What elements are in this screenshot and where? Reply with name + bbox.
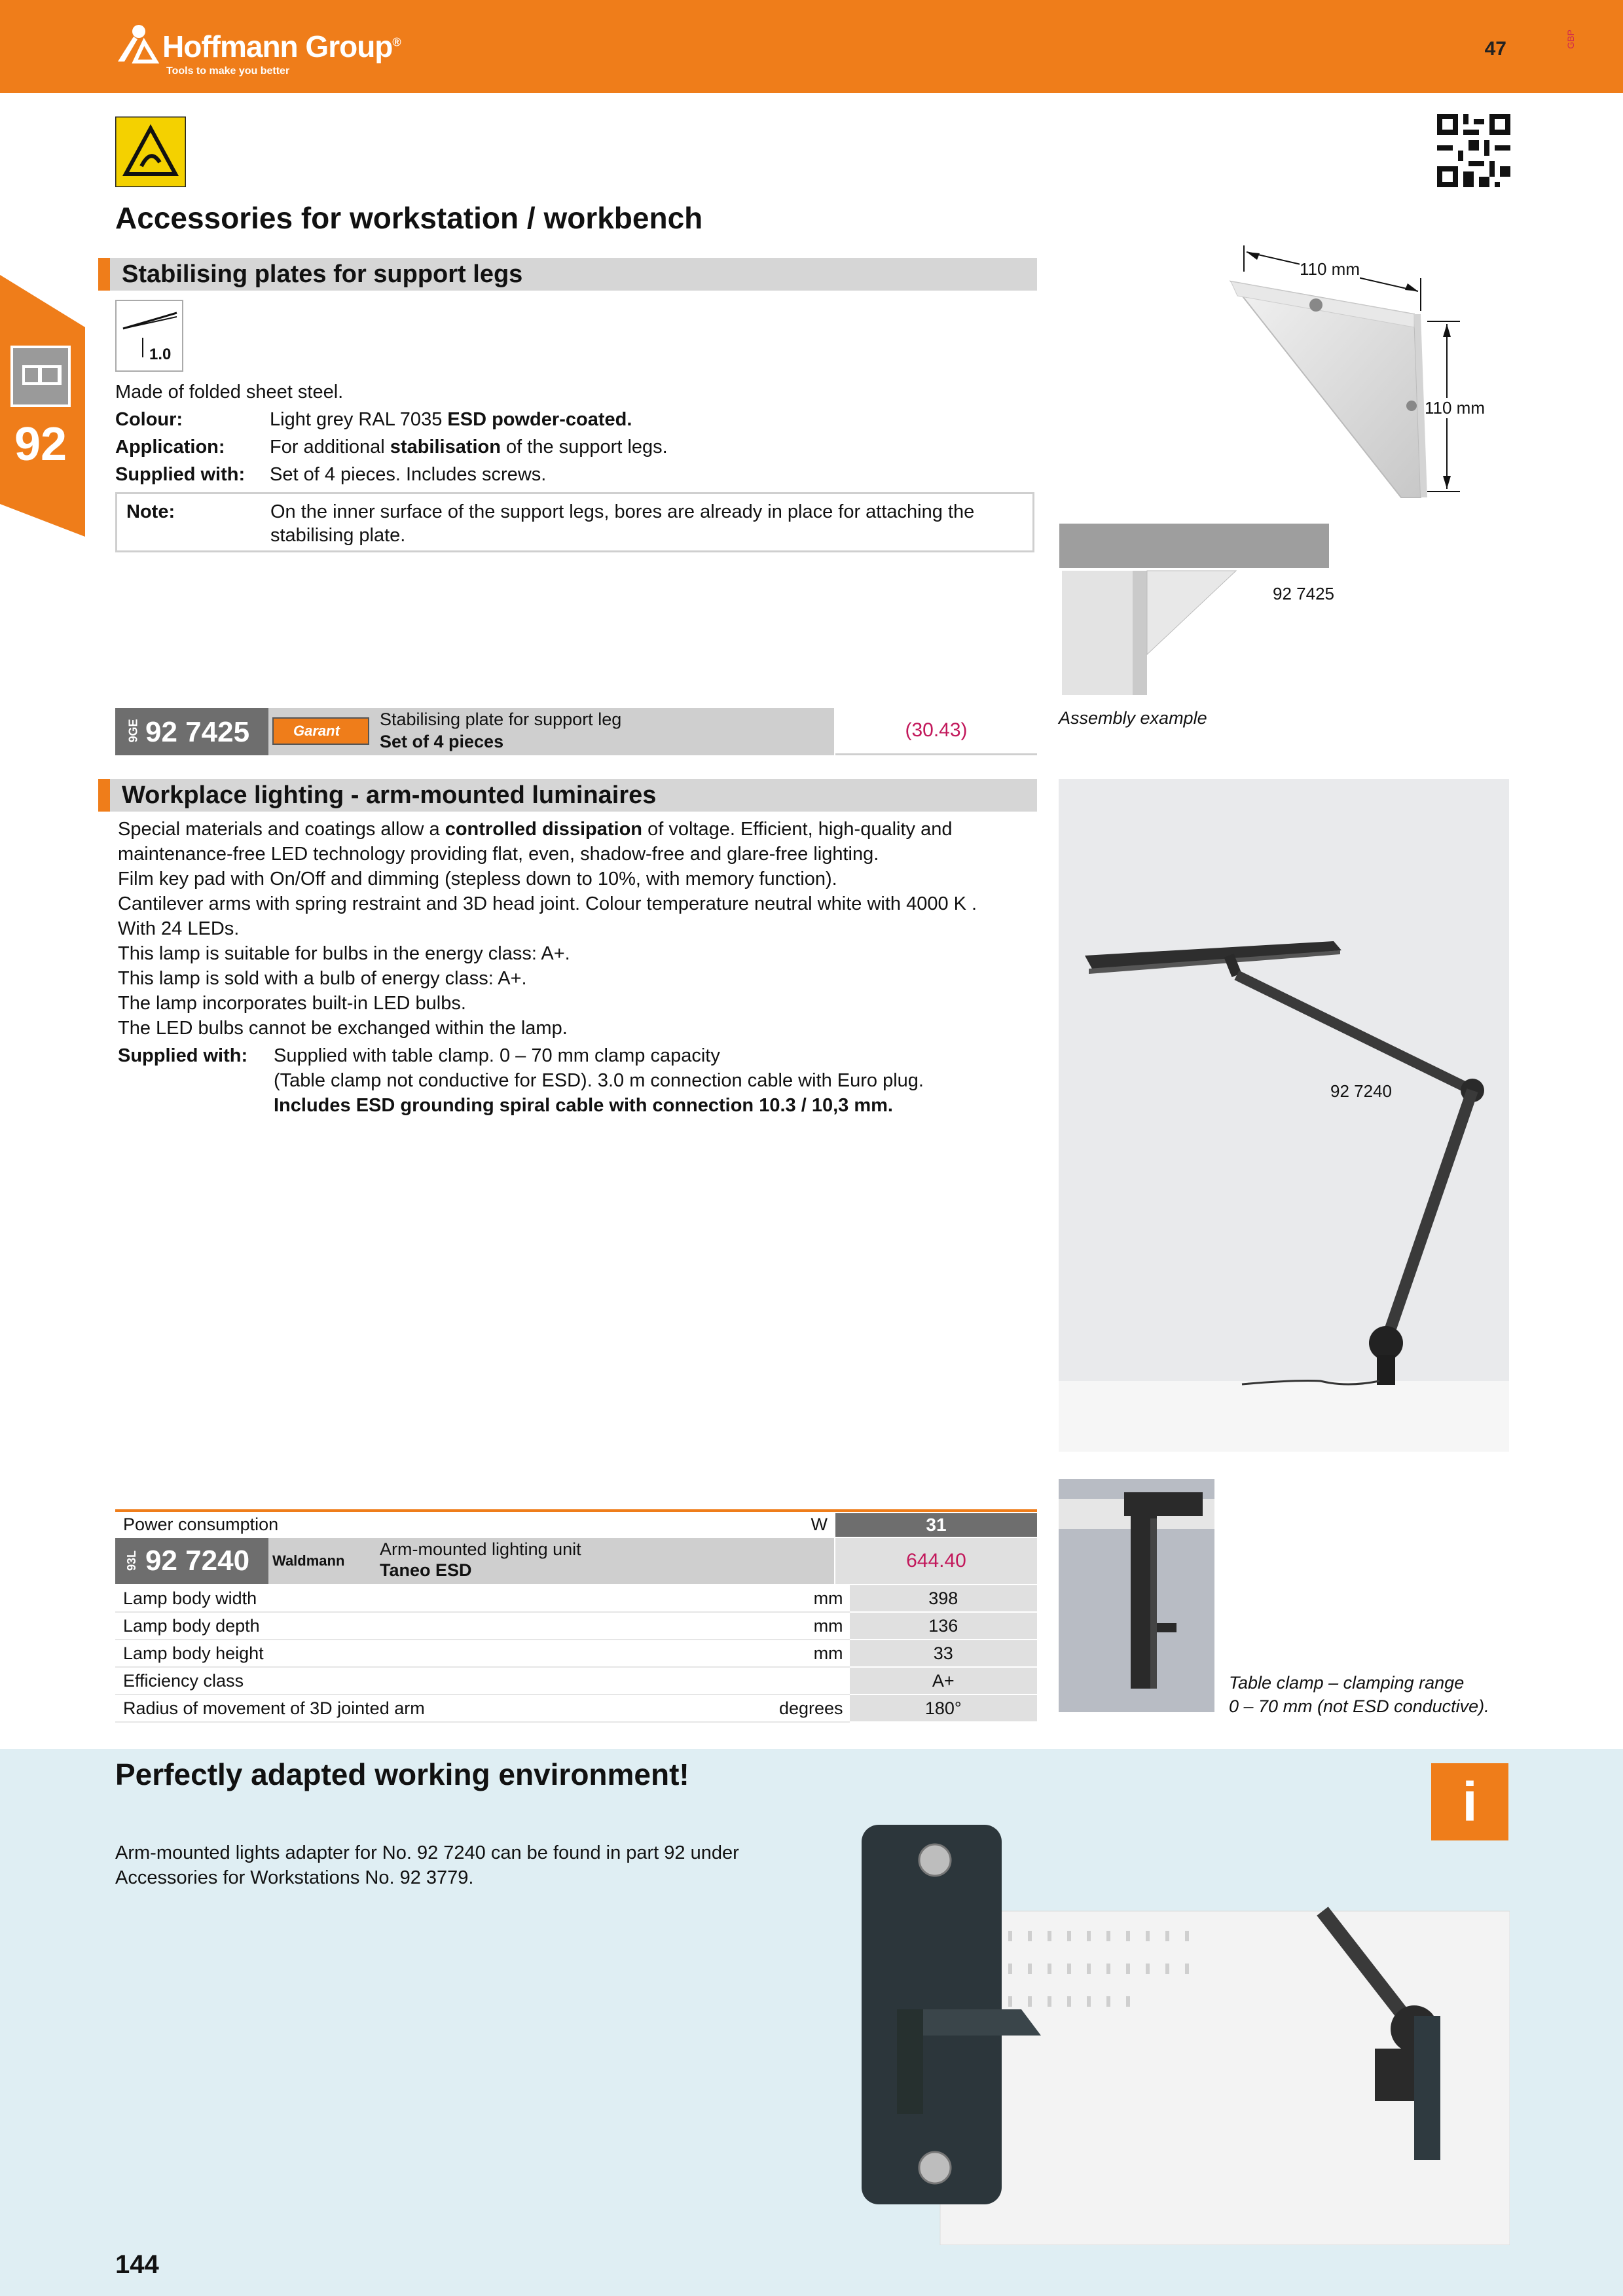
section-heading-stabilising-plates: Stabilising plates for support legs (98, 258, 1037, 291)
product-description-2: Set of 4 pieces (380, 732, 504, 751)
product-description-1: Stabilising plate for support leg (380, 709, 622, 729)
spec-label: Radius of movement of 3D jointed arm (115, 1695, 778, 1722)
lamp-image (1059, 779, 1509, 1452)
lighting-supplied-3: Includes ESD grounding spiral cable with connection 10.3 / 10,3 mm. (274, 1095, 893, 1116)
spec-row (115, 1640, 1037, 1667)
application-label: Application: (115, 437, 225, 457)
info-title: Perfectly adapted working environment! (115, 1757, 689, 1791)
assembly-example-image (1059, 524, 1334, 695)
spec-unit (778, 1667, 850, 1695)
article-number[interactable]: 92 7425 (145, 716, 250, 748)
supplied-with-label: Supplied with: (115, 464, 246, 485)
spec-value: 398 (850, 1585, 1037, 1612)
spec-row (115, 1585, 1037, 1612)
spec-value: A+ (850, 1667, 1037, 1695)
table-clamp-image (1059, 1479, 1214, 1712)
spec-label: Lamp body height (115, 1640, 778, 1667)
price-cell-927425 (835, 708, 1037, 755)
price-cell-927240 (835, 1538, 1037, 1584)
lighting-supplied-1: Supplied with table clamp. 0 – 70 mm clamp capacity (274, 1045, 720, 1066)
currency-label: GBP (1565, 29, 1577, 49)
lighting-desc-8: The lamp incorporates built-in LED bulbs. (118, 993, 466, 1014)
spec-table (115, 1585, 1037, 1723)
lighting-supplied-2: (Table clamp not conductive for ESD). 3.0 m connection cable with Euro plug. (274, 1070, 924, 1091)
product-row-927425[interactable] (115, 708, 834, 755)
hoffmann-logo-icon (115, 22, 161, 64)
spec-row (115, 1695, 1037, 1722)
garant-brand-logo: Garant (272, 717, 369, 745)
article-prefix-2: 93L (125, 1550, 139, 1571)
info-text-1: Arm-mounted lights adapter for No. 92 7240 can be found in part 92 under (115, 1842, 739, 1863)
product-row-927240[interactable] (115, 1538, 834, 1584)
supplied-with-value: Set of 4 pieces. Includes screws. (270, 464, 547, 485)
lamp-image-number: 92 7240 (1330, 1081, 1392, 1101)
spec-unit: degrees (778, 1695, 850, 1722)
spec-label: Lamp body width (115, 1585, 778, 1612)
lighting-desc-6: This lamp is suitable for bulbs in the energy class: A+. (118, 943, 570, 964)
spec-value: 33 (850, 1640, 1037, 1667)
note-label: Note: (126, 501, 175, 522)
power-unit: W (811, 1515, 828, 1534)
power-label: Power consumption (123, 1515, 279, 1534)
brand-tagline: Tools to make you better (166, 65, 290, 77)
adapter-image (851, 1820, 1510, 2245)
section-heading-workplace-lighting: Workplace lighting - arm-mounted luminaires (98, 779, 1037, 812)
price-927240: 644.40 (906, 1550, 966, 1571)
qr-code-icon[interactable] (1437, 114, 1510, 187)
spec-unit: mm (778, 1612, 850, 1640)
note-line-1: On the inner surface of the support legs, bores are already in place for attaching the (270, 501, 975, 522)
chapter-tab[interactable] (0, 275, 85, 537)
spec-label: Efficiency class (115, 1667, 778, 1695)
lighting-desc-4: Cantilever arms with spring restraint and 3D head joint. Colour temperature neutral white with 4000 K . (118, 893, 977, 914)
material-text: Made of folded sheet steel. (115, 382, 344, 403)
lighting-desc-2: maintenance-free LED technology providing flat, even, shadow-free and glare-free lighting. (118, 844, 879, 865)
spec-table-body (115, 1585, 1037, 1723)
note-line-2: stabilising plate. (270, 525, 406, 546)
brand-name: Hoffmann Group® (162, 29, 401, 63)
clamp-caption-2: 0 – 70 mm (not ESD conductive). (1229, 1696, 1489, 1716)
lighting-desc-9: The LED bulbs cannot be exchanged within the lamp. (118, 1018, 568, 1039)
spec-label: Lamp body depth (115, 1612, 778, 1640)
dimension-width: 110 mm (1300, 259, 1360, 279)
catalogue-page-number: 47 (1484, 38, 1506, 60)
power-row (115, 1513, 834, 1537)
application-value: For additional stabilisation of the support legs. (270, 437, 668, 457)
sheet-thickness-value: 1.0 (149, 346, 172, 363)
note-box (115, 492, 1034, 552)
table-top-rule (115, 1509, 1037, 1512)
colour-value: Light grey RAL 7035 ESD powder-coated. (270, 409, 632, 430)
lighting-desc-3: Film key pad with On/Off and dimming (stepless down to 10%, with memory function). (118, 869, 837, 889)
price-927425: (30.43) (905, 719, 968, 741)
spec-value: 136 (850, 1612, 1037, 1640)
power-value: 31 (835, 1513, 1037, 1537)
lighting-desc-1: Special materials and coatings allow a controlled dissipation of voltage. Efficient, high-quality and (118, 819, 953, 840)
lighting-desc-7: This lamp is sold with a bulb of energy class: A+. (118, 968, 527, 989)
spec-unit: mm (778, 1640, 850, 1667)
spec-row (115, 1612, 1037, 1640)
lighting-supplied-label: Supplied with: (118, 1045, 248, 1066)
plate-image-number: 92 7425 (1273, 584, 1334, 603)
waldmann-brand-logo: Waldmann (272, 1552, 345, 1569)
assembly-caption: Assembly example (1059, 708, 1207, 728)
article-prefix: 9GE (126, 719, 140, 743)
chapter-number: 92 (14, 418, 67, 471)
spec-unit: mm (778, 1585, 850, 1612)
article-number-2[interactable]: 92 7240 (145, 1545, 250, 1577)
page-number: 144 (115, 2250, 159, 2279)
product-description-3: Arm-mounted lighting unit (380, 1539, 581, 1559)
info-text-2: Accessories for Workstations No. 92 3779. (115, 1867, 474, 1888)
colour-label: Colour: (115, 409, 183, 430)
article-number-cell-2 (115, 1538, 268, 1584)
page-title: Accessories for workstation / workbench (115, 201, 703, 235)
dimension-height: 110 mm (1425, 398, 1485, 418)
product-description-4: Taneo ESD (380, 1560, 472, 1580)
lighting-desc-5: With 24 LEDs. (118, 918, 240, 939)
spec-value: 180° (850, 1695, 1037, 1722)
sheet-thickness-pictogram (115, 300, 183, 372)
article-number-cell (115, 708, 268, 755)
esd-warning-icon (115, 117, 186, 187)
info-icon: i (1431, 1763, 1508, 1840)
spec-row (115, 1667, 1037, 1695)
clamp-caption-1: Table clamp – clamping range (1229, 1673, 1465, 1693)
